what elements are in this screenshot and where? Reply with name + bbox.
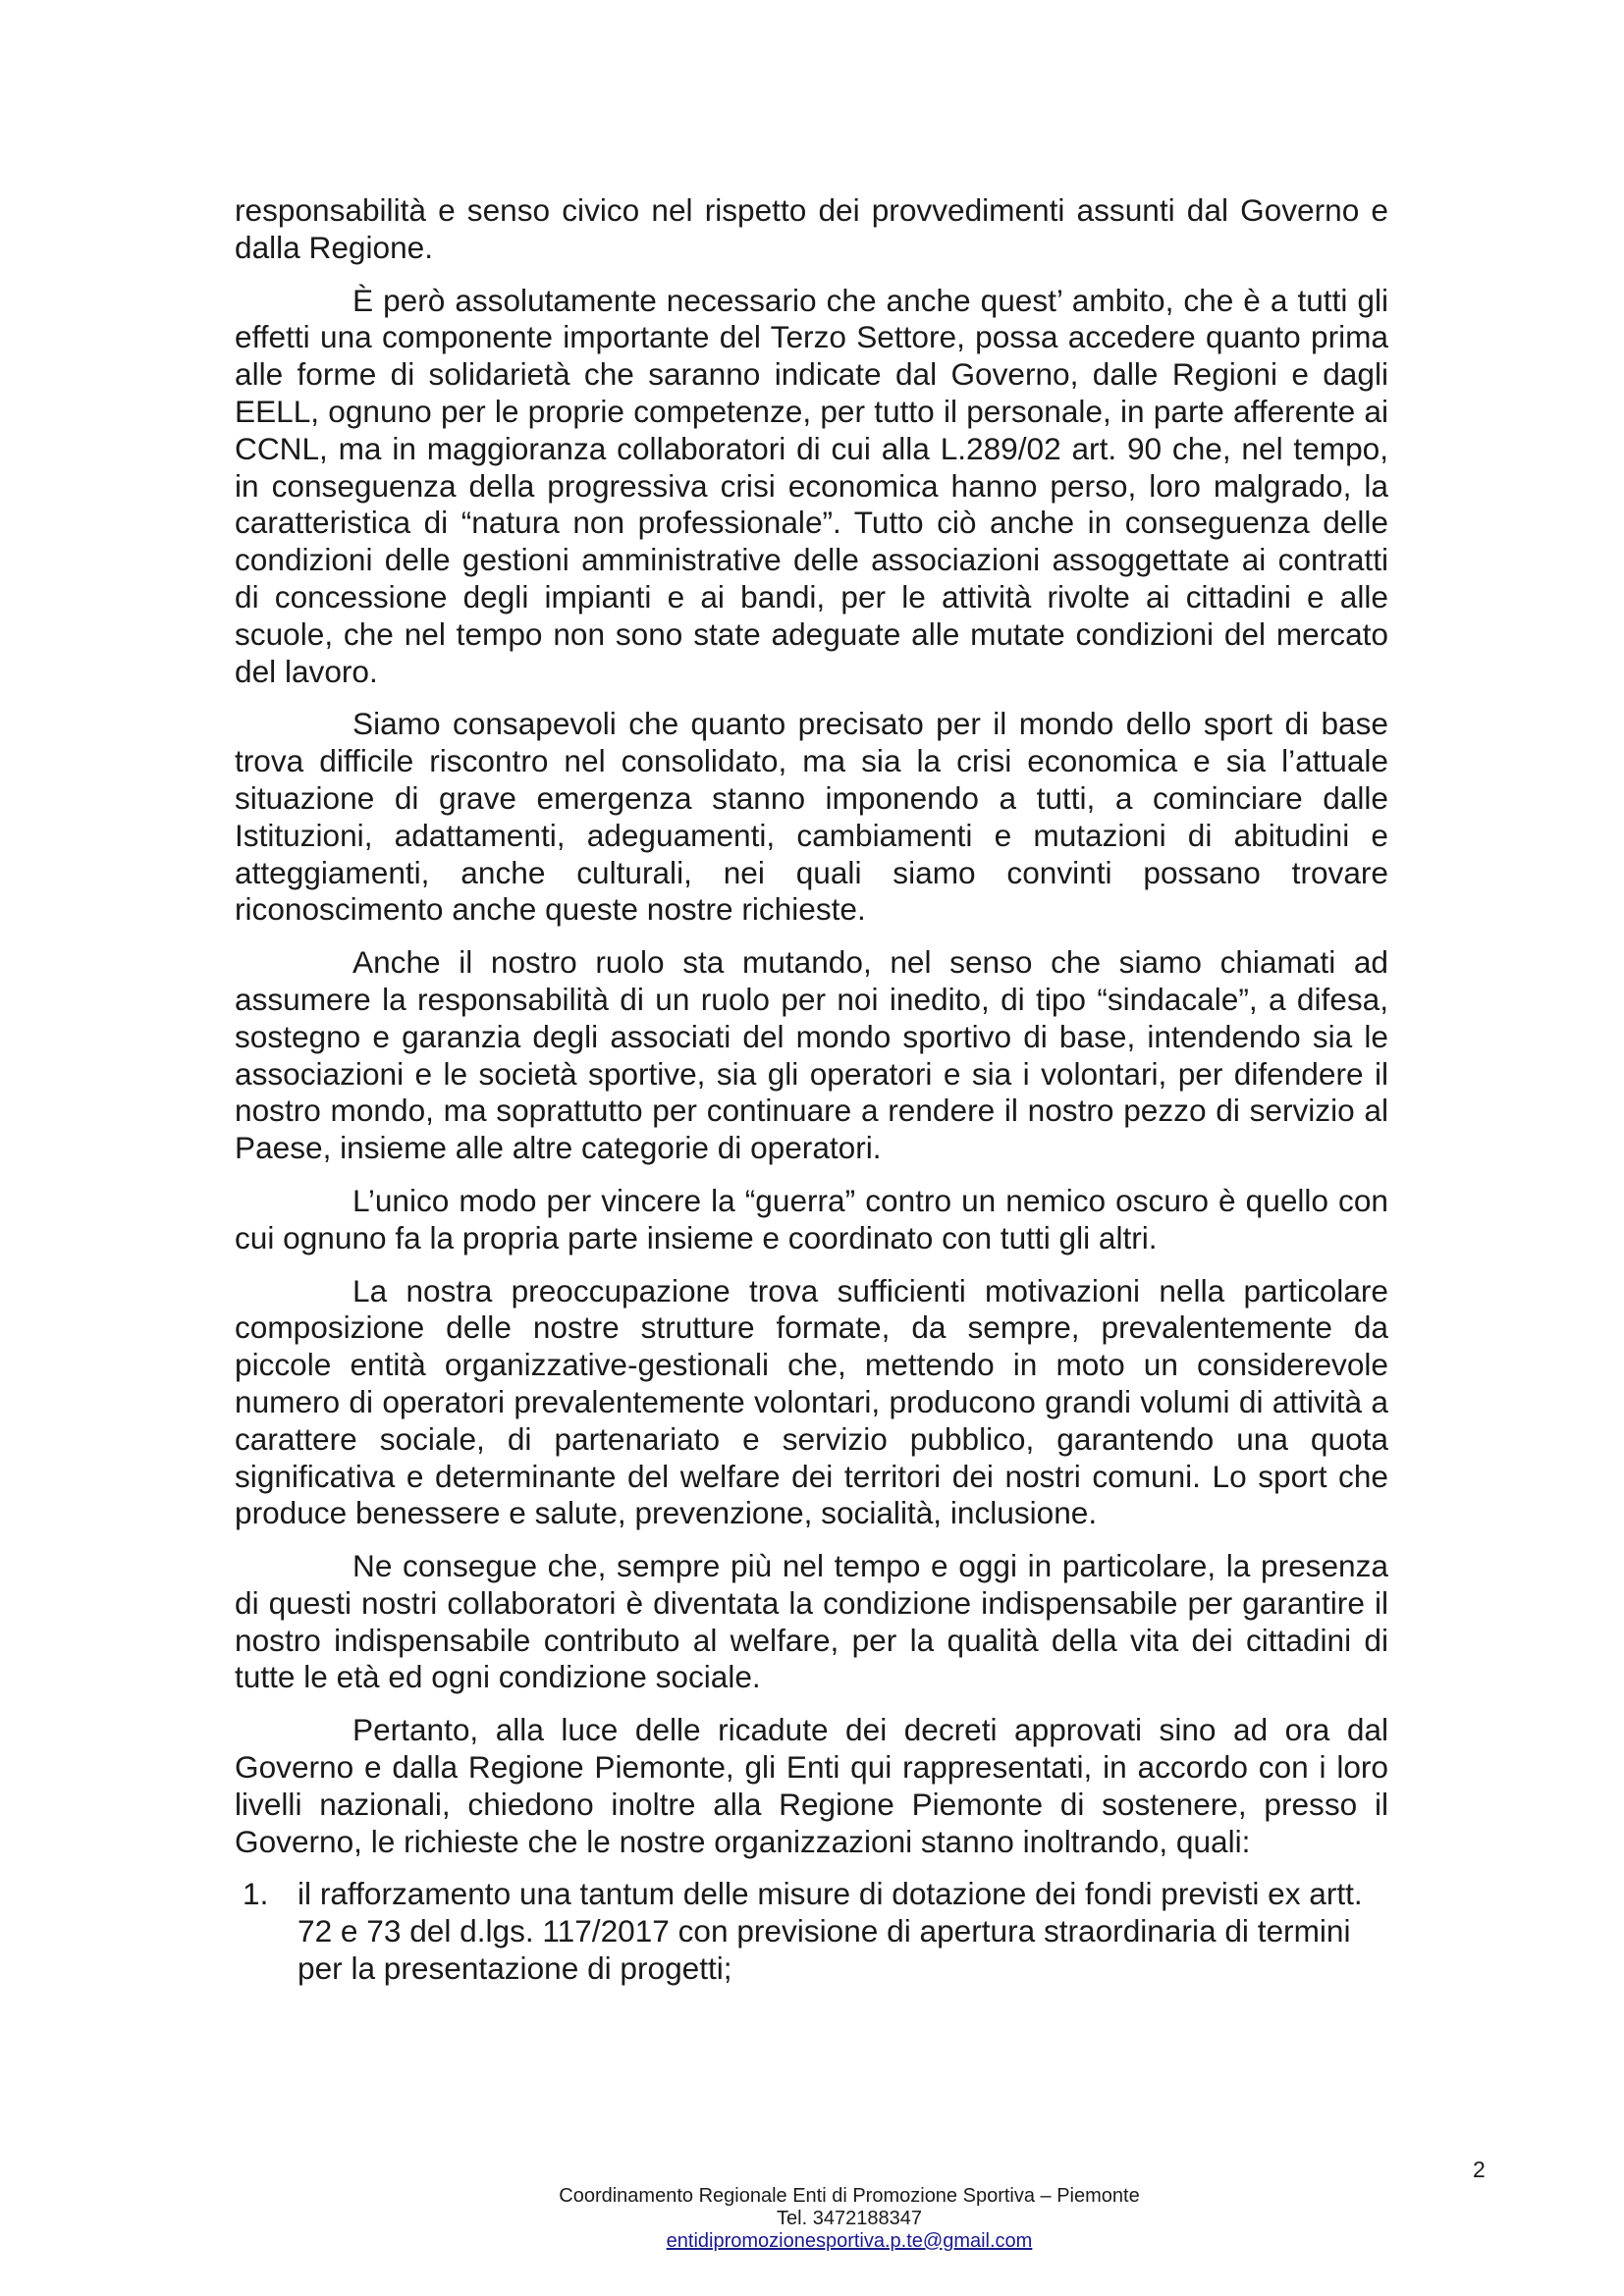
paragraph: Pertanto, alla luce delle ricadute dei decreti approvati sino ad ora dal Governo e dalla Regione Piemonte, gli Enti qui rappresentati, in accordo con i loro livelli nazionali, chiedono inoltre alla Regione Piemonte di sostenere, presso il Governo, le richieste che le nostre organizzazioni stanno inoltrando, quali: <box>235 1712 1388 1859</box>
list-item-text: il rafforzamento una tantum delle misure di dotazione dei fondi previsti ex artt. 72 e 73 del d.lgs. 117/2017 con previsione di apertura straordinaria di termini per la presentazione di progetti; <box>298 1876 1363 1987</box>
footer-email-link[interactable]: entidipromozionesportiva.p.te@gmail.com <box>666 2230 1033 2252</box>
footer-organization: Coordinamento Regionale Enti di Promozione Sportiva – Piemonte <box>559 2185 1140 2207</box>
paragraph: È però assolutamente necessario che anche quest’ ambito, che è a tutti gli effetti una componente importante del Terzo Settore, possa accedere quanto prima alle forme di solidarietà che saranno indicate dal Governo, dalle Regioni e dagli EELL, ognuno per le proprie competenze, per tutto il personale, in parte afferente ai CCNL, ma in maggioranza collaboratori di cui alla L.289/02 art. 90 che, nel tempo, in conseguenza della progressiva crisi economica hanno perso, loro malgrado, la caratteristica di “natura non professionale”. Tutto ciò anche in conseguenza delle condizioni delle gestioni amministrative delle associazioni assoggettate ai contratti di concessione degli impianti e ai bandi, per le attività rivolte ai cittadini e alle scuole, che nel tempo non sono state adeguate alle mutate condizioni del mercato del lavoro. <box>235 282 1388 689</box>
request-list <box>235 1876 1388 1987</box>
paragraph: Siamo consapevoli che quanto precisato per il mondo dello sport di base trova difficile riscontro nel consolidato, ma sia la crisi economica e sia l’attuale situazione di grave emergenza stanno imponendo a tutti, a cominciare dalle Istituzioni, adattamenti, adeguamenti, cambiamenti e mutazioni di abitudini e atteggiamenti, anche culturali, nei quali siamo convinti possano trovare riconoscimento anche queste nostre richieste. <box>235 706 1388 928</box>
list-item <box>243 1876 1388 1987</box>
document-body <box>235 192 1388 1988</box>
list-item-number: 1. <box>243 1876 269 1912</box>
paragraph: La nostra preoccupazione trova sufficienti motivazioni nella particolare composizione delle nostre strutture formate, da sempre, prevalentemente da piccole entità organizzative-gestionali che, mettendo in moto un considerevole numero di operatori prevalentemente volontari, producono grandi volumi di attività a carattere sociale, di partenariato e servizio pubblico, garantendo una quota significativa e determinante del welfare dei territori dei nostri comuni. Lo sport che produce benessere e salute, prevenzione, socialità, inclusione. <box>235 1272 1388 1531</box>
paragraph: Anche il nostro ruolo sta mutando, nel senso che siamo chiamati ad assumere la responsabilità di un ruolo per noi inedito, di tipo “sindacale”, a difesa, sostegno e garanzia degli associati del mondo sportivo di base, intendendo sia le associazioni e le società sportive, sia gli operatori e sia i volontari, per difendere il nostro mondo, ma soprattutto per continuare a rendere il nostro pezzo di servizio al Paese, insieme alle altre categorie di operatori. <box>235 944 1388 1166</box>
page-number: 2 <box>1473 2157 1486 2182</box>
page-footer <box>0 2185 1624 2253</box>
footer-phone: Tel. 3472188347 <box>777 2208 922 2229</box>
paragraph: L’unico modo per vincere la “guerra” contro un nemico oscuro è quello con cui ognuno fa la propria parte insieme e coordinato con tutti gli altri. <box>235 1182 1388 1255</box>
paragraph: Ne consegue che, sempre più nel tempo e oggi in particolare, la presenza di questi nostri collaboratori è diventata la condizione indispensabile per garantire il nostro indispensabile contributo al welfare, per la qualità della vita dei cittadini di tutte le età ed ogni condizione sociale. <box>235 1548 1388 1695</box>
paragraph: responsabilità e senso civico nel rispetto dei provvedimenti assunti dal Governo e dalla Regione. <box>235 192 1388 265</box>
